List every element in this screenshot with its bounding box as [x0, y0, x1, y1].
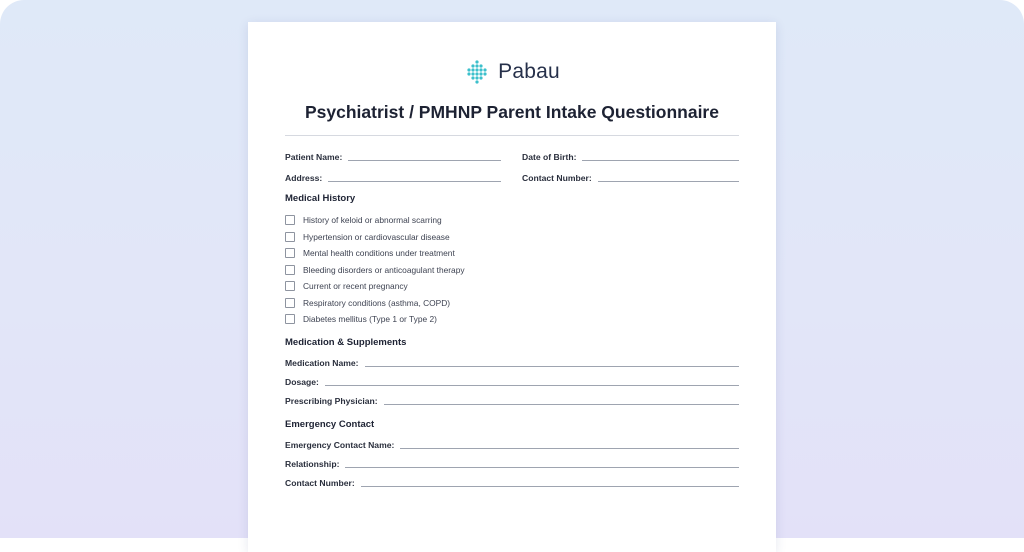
emergency-contact-number-line[interactable] [361, 486, 739, 487]
contact-number-field[interactable] [522, 171, 739, 183]
checklist-item-label: History of keloid or abnormal scarring [303, 215, 442, 226]
checklist-item-label: Current or recent pregnancy [303, 281, 408, 292]
address-label: Address: [285, 173, 323, 183]
medical-history-checklist [285, 212, 465, 328]
medication-name-line[interactable] [365, 366, 739, 367]
brand-logo [248, 58, 776, 86]
emergency-contact-number-label: Contact Number: [285, 478, 355, 488]
contact-number-line[interactable] [598, 181, 739, 182]
checkbox[interactable] [285, 232, 295, 242]
checklist-item-label: Mental health conditions under treatment [303, 248, 455, 259]
questionnaire-document [248, 22, 776, 552]
prescribing-physician-field[interactable] [285, 394, 739, 406]
medication-name-label: Medication Name: [285, 358, 359, 368]
address-field[interactable] [285, 171, 501, 183]
relationship-label: Relationship: [285, 459, 340, 469]
checklist-item[interactable] [285, 311, 465, 328]
checklist-item[interactable] [285, 262, 465, 279]
patient-name-label: Patient Name: [285, 152, 343, 162]
checkbox[interactable] [285, 215, 295, 225]
checklist-item[interactable] [285, 295, 465, 312]
date-of-birth-field[interactable] [522, 150, 739, 162]
diamond-dots-logo-icon [464, 59, 490, 85]
emergency-contact-number-field[interactable] [285, 476, 739, 488]
checkbox[interactable] [285, 298, 295, 308]
emergency-contact-name-line[interactable] [400, 448, 739, 449]
emergency-contact-name-label: Emergency Contact Name: [285, 440, 395, 450]
prescribing-physician-line[interactable] [384, 404, 739, 405]
checklist-item[interactable] [285, 278, 465, 295]
checklist-item[interactable] [285, 212, 465, 229]
emergency-contact-heading: Emergency Contact [285, 419, 375, 430]
prescribing-physician-label: Prescribing Physician: [285, 396, 378, 406]
checklist-item-label: Hypertension or cardiovascular disease [303, 231, 450, 242]
checkbox[interactable] [285, 248, 295, 258]
checklist-item[interactable] [285, 245, 465, 262]
medication-heading: Medication & Supplements [285, 337, 407, 348]
address-line[interactable] [328, 181, 501, 182]
document-title: Psychiatrist / PMHNP Parent Intake Questionnaire [305, 102, 719, 122]
relationship-line[interactable] [345, 467, 739, 468]
brand-name: Pabau [498, 60, 560, 83]
checkbox[interactable] [285, 265, 295, 275]
medical-history-heading: Medical History [285, 193, 356, 204]
checklist-item-label: Bleeding disorders or anticoagulant therapy [303, 264, 465, 275]
checklist-item[interactable] [285, 229, 465, 246]
medication-name-field[interactable] [285, 356, 739, 368]
date-of-birth-label: Date of Birth: [522, 152, 577, 162]
relationship-field[interactable] [285, 457, 739, 469]
dosage-label: Dosage: [285, 377, 319, 387]
emergency-contact-name-field[interactable] [285, 438, 739, 450]
patient-name-field[interactable] [285, 150, 501, 162]
checklist-item-label: Diabetes mellitus (Type 1 or Type 2) [303, 314, 437, 325]
date-of-birth-line[interactable] [582, 160, 739, 161]
contact-number-label: Contact Number: [522, 173, 592, 183]
checklist-item-label: Respiratory conditions (asthma, COPD) [303, 297, 451, 308]
checkbox[interactable] [285, 281, 295, 291]
title-divider [285, 135, 739, 136]
dosage-line[interactable] [325, 385, 739, 386]
dosage-field[interactable] [285, 375, 739, 387]
checkbox[interactable] [285, 314, 295, 324]
patient-name-line[interactable] [348, 160, 501, 161]
